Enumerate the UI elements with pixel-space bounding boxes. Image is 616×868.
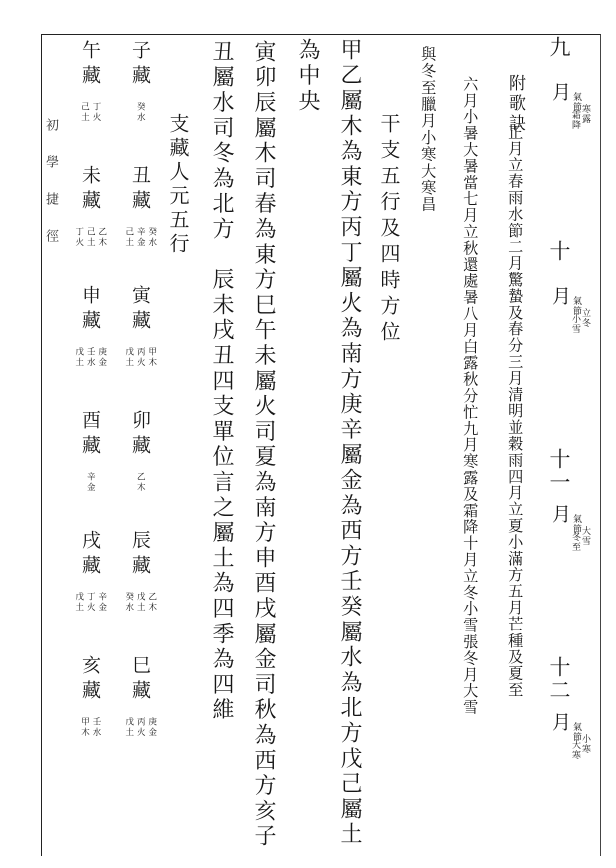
margin-book-title: 初學捷徑	[43, 118, 58, 266]
month-character: 月	[549, 286, 571, 305]
section1-title: 干支五行及四時方位	[377, 113, 401, 347]
hidden-stem: 戊土	[135, 592, 146, 613]
hidden-stems-group	[118, 592, 162, 622]
song-line-1: 正月立春雨水節二月驚蟄及春分三月清明並穀雨四月立夏小滿方五月芒種及夏至	[506, 124, 525, 698]
branch-label: 寅藏	[129, 285, 151, 335]
hidden-stems-group	[118, 102, 162, 132]
solar-term: 小寒	[580, 734, 590, 754]
hidden-stems-group	[68, 102, 112, 132]
hidden-stems-group	[68, 472, 112, 502]
hidden-stem: 戊土	[123, 717, 134, 738]
branch-label: 子藏	[129, 40, 151, 90]
month-number: 十二	[547, 656, 571, 702]
branch-label: 丑藏	[129, 165, 151, 215]
hidden-stem: 辛金	[135, 227, 146, 248]
hidden-stems-group	[118, 227, 162, 257]
hidden-stem: 癸水	[146, 227, 157, 248]
month-character: 月	[549, 504, 571, 523]
branch-label: 卯藏	[129, 410, 151, 460]
section1-line-4: 丑屬水司冬為北方 辰未戌丑四支單位言之屬土為四季為四維	[209, 40, 234, 724]
hidden-stem: 癸水	[135, 102, 146, 123]
month-number: 九	[547, 36, 571, 59]
jieqi-label: 氣節	[571, 296, 581, 316]
hidden-stem: 丁火	[91, 102, 101, 123]
branch-label: 未藏	[79, 165, 101, 215]
solar-term: 立冬	[580, 308, 590, 328]
hidden-stem: 丁火	[85, 592, 96, 613]
song-line-3: 與冬至臘月小寒大寒昌	[419, 46, 438, 213]
solar-term: 大雪	[580, 526, 590, 546]
hidden-stem: 庚金	[96, 347, 107, 368]
hidden-stems-group	[68, 717, 112, 747]
section1-line-3: 寅卯辰屬木司春為東方巳午未屬火司夏為南方申酉戌屬金司秋為西方亥子	[251, 40, 276, 850]
branch-label: 戌藏	[79, 530, 101, 580]
hidden-stem: 己土	[85, 227, 96, 248]
hidden-stem: 壬水	[91, 717, 101, 738]
hidden-stem: 辛金	[85, 472, 96, 493]
hidden-stem: 己土	[123, 227, 134, 248]
branch-label: 午藏	[79, 40, 101, 90]
solar-term: 寒露	[580, 104, 590, 124]
hidden-stems-group	[68, 227, 112, 257]
hidden-stem: 戊土	[123, 347, 134, 368]
hidden-stems-group	[68, 347, 112, 377]
jieqi-label: 氣節	[571, 92, 581, 112]
hidden-stem: 甲木	[79, 717, 90, 738]
hidden-stem: 癸水	[123, 592, 134, 613]
hidden-stem: 丙火	[135, 717, 146, 738]
hidden-stem: 乙木	[96, 227, 107, 248]
hidden-stem: 庚金	[146, 717, 157, 738]
hidden-stem: 丁火	[73, 227, 84, 248]
hidden-stem: 辛金	[96, 592, 107, 613]
branch-label: 酉藏	[79, 410, 101, 460]
branch-label: 申藏	[79, 285, 101, 335]
branch-label: 巳藏	[129, 655, 151, 705]
branch-label: 亥藏	[79, 655, 101, 705]
hidden-stem: 壬水	[85, 347, 96, 368]
jieqi-label: 氣節	[571, 514, 581, 534]
section1-line-1: 甲乙屬木為東方丙丁屬火為南方庚辛屬金為西方壬癸屬水為北方戊己屬土	[337, 38, 362, 848]
month-number: 十	[547, 240, 571, 263]
solar-term: 冬至	[570, 532, 580, 552]
jieqi-label: 氣節	[571, 722, 581, 742]
hidden-stems-group	[118, 472, 162, 502]
solar-term: 大寒	[570, 740, 580, 760]
section1-line-2: 為中央	[295, 38, 320, 115]
section2-title: 支藏人元五行	[166, 113, 190, 257]
month-number: 十一	[547, 448, 571, 494]
hidden-stem: 丙火	[135, 347, 146, 368]
hidden-stem: 戊土	[73, 592, 84, 613]
solar-term: 霜降	[570, 110, 580, 130]
hidden-stems-group	[118, 347, 162, 377]
month-character: 月	[549, 712, 571, 731]
hidden-stem: 戊土	[73, 347, 84, 368]
branch-label: 辰藏	[129, 530, 151, 580]
hidden-stem: 乙木	[135, 472, 146, 493]
song-title: 附歌訣	[505, 74, 525, 134]
hidden-stem: 己土	[79, 102, 90, 123]
month-character: 月	[549, 82, 571, 101]
hidden-stems-group	[118, 717, 162, 747]
song-line-2: 六月小暑大暑當七月立秋還處暑八月白露秋分忙九月寒露及霜降十月立冬小雪張冬月大雪	[461, 76, 480, 716]
hidden-stem: 乙木	[146, 592, 157, 613]
hidden-stems-group	[68, 592, 112, 622]
solar-term: 小雪	[570, 314, 580, 334]
hidden-stem: 甲木	[146, 347, 157, 368]
